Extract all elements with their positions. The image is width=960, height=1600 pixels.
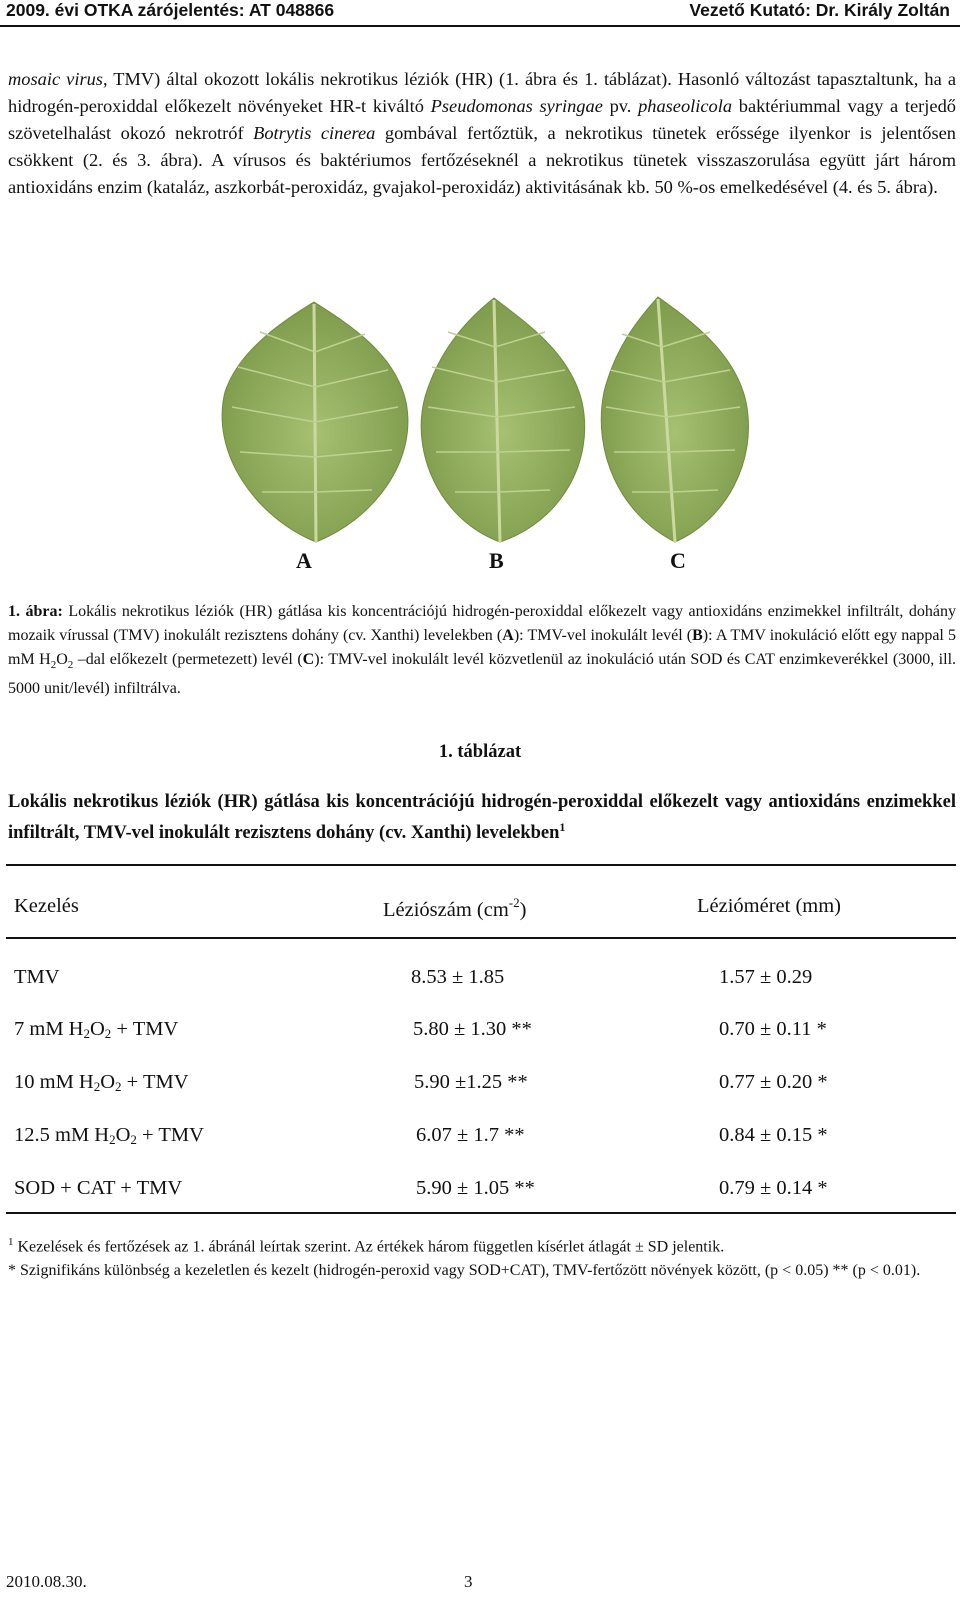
table-cell-lesion-size: 0.79 ± 0.14 * (719, 1177, 828, 1199)
figure-caption: 1. ábra: Lokális nekrotikus léziók (HR) gátlása kis koncentrációjú hidrogén-peroxiddal előkezelt vagy antioxidáns enzimekkel infiltrált, dohány mozaik vírussal (TMV) inokulált rezisztens dohány (cv. Xanthi) levelekben (A): TMV-vel inokulált levél (B): A TMV inokuláció előtt egy nappal 5 mM $H_2O_2$ –dal előkezelt (permetezett) levél (C): TMV-vel inokulált levél közvetlenül az inokuláció után SOD és CAT enzimkeverékkel (3000, ill. 5000 unit/levél) infiltrálva. (8, 603, 957, 698)
leaf-label-a: A (296, 548, 312, 573)
table-cell-treatment: 7 mM $H_2O_2$ + TMV (14, 1018, 179, 1041)
body-paragraph: mosaic virus, TMV) által okozott lokális nekrotikus léziók (HR) (1. ábra és 1. táblázat). Hasonló változást tapasztaltunk, ha a hidrogén-peroxiddal előkezelt növényeket HR-t kiváltó Pseudomonas syringae pv. phaseolicola baktériummal vagy a terjedő szövetelhalást okozó nekrotróf Botrytis cinerea gombával fertőztük, a nekrotikus tünetek erőssége ilyenkor is jelentősen csökkent (2. és 3. ábra). A vírusos és baktériumos fertőzéseknél a nekrotikus tünetek visszaszorulása együtt járt három antioxidáns enzim (kataláz, aszkorbát-peroxidáz, gvajakol-peroxidáz) aktivitásának kb. 50 %-os emelkedésével (4. és 5. ábra). (8, 69, 956, 197)
table-cell-treatment: 10 mM $H_2O_2$ + TMV (14, 1071, 189, 1094)
table-cell-treatment: TMV (14, 966, 60, 988)
table-cell-lesion-size: 1.57 ± 0.29 (719, 966, 813, 988)
header-left: 2009. évi OTKA zárójelentés: AT 048866 (6, 0, 335, 20)
table-cell-lesion-count: 5.90 ±1.25 ** (414, 1071, 528, 1093)
table-footnote: $^1$ Kezelések és fertőzések az 1. ábránál leírtak szerint. Az értékek három független kísérlet átlagát ± SD jelentik. * Szignifikáns különbség a kezeletlen és kezelt (hidrogén-peroxid vagy SOD+CAT), TMV-fertőzött növények között, (p < 0.05) ** (p < 0.01). (8, 1236, 921, 1280)
header-right: Vezető Kutató: Dr. Király Zoltán (689, 0, 950, 20)
table-cell-treatment: SOD + CAT + TMV (14, 1177, 183, 1199)
page-number: 3 (464, 1572, 473, 1591)
header-rule (0, 25, 960, 27)
leaf-label-b: B (489, 548, 504, 573)
leaf-label-c: C (670, 548, 686, 573)
table-top-rule (6, 864, 956, 866)
leaf-b (421, 298, 585, 542)
italic-fungus: Botrytis cinerea (253, 123, 376, 143)
table-label: 1. táblázat (438, 742, 522, 762)
table-cell-lesion-size: 0.84 ± 0.15 * (719, 1124, 828, 1146)
italic-pathovar: phaseolicola (638, 96, 733, 116)
leaf-figure (0, 292, 960, 552)
col-header-lesion-count: Léziószám $(cm^{-2})$ (383, 895, 527, 921)
col-header-treatment: Kezelés (14, 895, 79, 917)
table-cell-lesion-count: 6.07 ± 1.7 ** (416, 1124, 525, 1146)
table-title: Lokális nekrotikus léziók (HR) gátlása kis koncentrációjú hidrogén-peroxiddal előkezelt vagy antioxidáns enzimekkel infiltrált, TMV-vel inokulált rezisztens dohány (cv. Xanthi) levelekben$^1$ (8, 792, 956, 844)
footer-date: 2010.08.30. (6, 1572, 87, 1591)
leaf-c (601, 297, 748, 542)
table-cell-lesion-count: 5.80 ± 1.30 ** (413, 1018, 532, 1040)
table-cell-lesion-count: 8.53 ± 1.85 (411, 966, 505, 988)
leaf-a (222, 302, 408, 542)
italic-virus: mosaic virus (8, 69, 103, 89)
table-bottom-rule (6, 1212, 956, 1214)
col-header-lesion-size: Lézióméret (mm) (697, 895, 842, 917)
italic-bacterium: Pseudomonas syringae (430, 96, 603, 116)
table-cell-lesion-count: 5.90 ± 1.05 ** (416, 1177, 535, 1199)
page-header (0, 0, 960, 26)
table-header-rule (6, 937, 956, 939)
table-cell-lesion-size: 0.70 ± 0.11 * (719, 1018, 827, 1040)
table-cell-lesion-size: 0.77 ± 0.20 * (719, 1071, 828, 1093)
table-cell-treatment: 12.5 mM $H_2O_2$ + TMV (14, 1124, 204, 1147)
